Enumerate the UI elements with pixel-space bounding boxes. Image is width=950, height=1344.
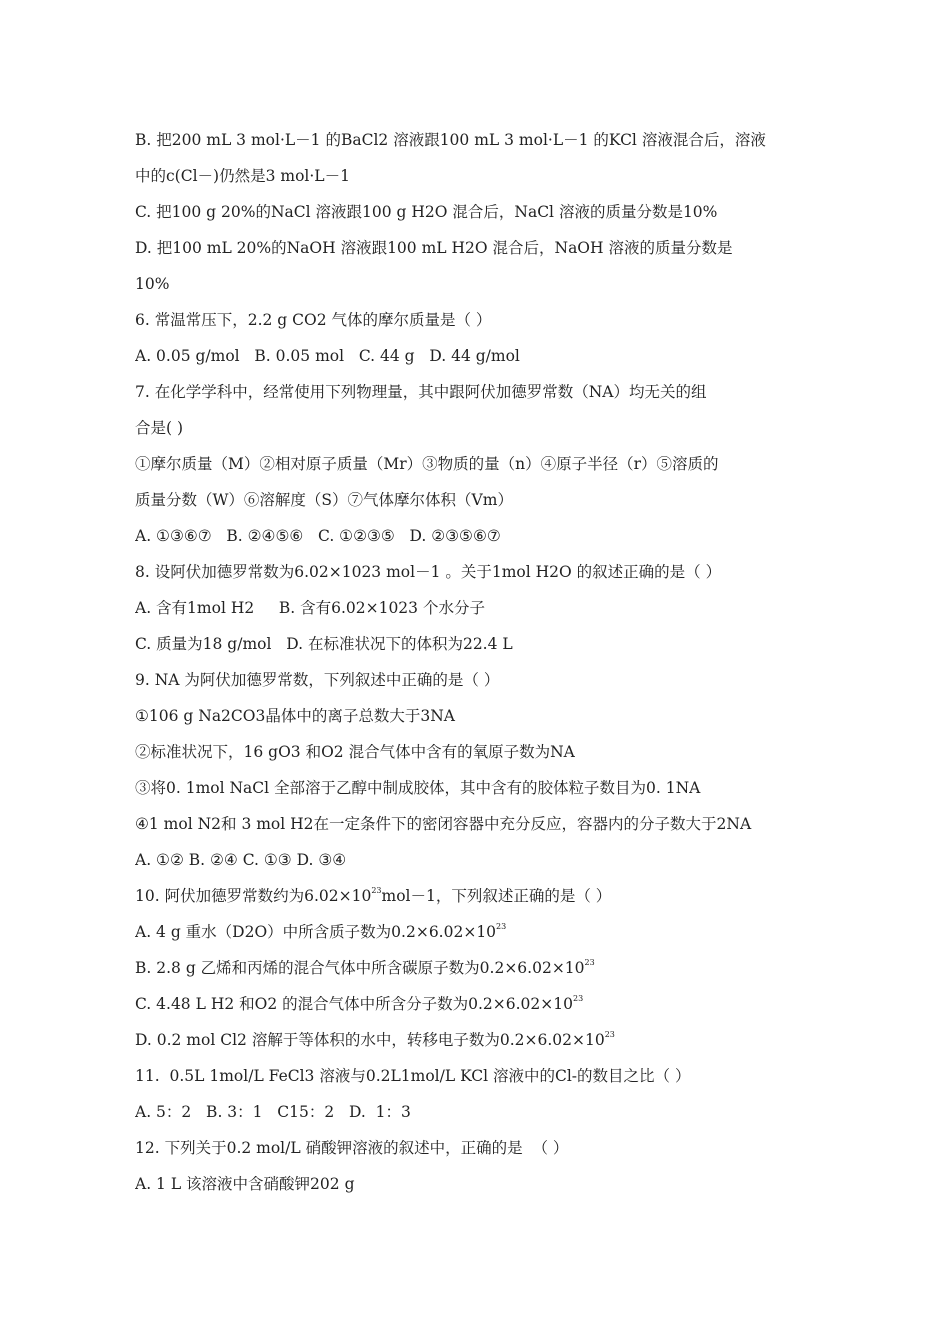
q9-item-4: ④1 mol N2和 3 mol H2在一定条件下的密闭容器中充分反应，容器内的分子数大于2NA xyxy=(135,815,752,833)
q9-item-1: ①106 g Na2CO3晶体中的离子总数大于3NA xyxy=(135,707,455,725)
q11-stem: 11. 0.5L 1mol/L FeCl3 溶液与0.2L1mol/L KCl 溶液中的Cl-的数目之比（ ） xyxy=(135,1067,691,1085)
q10-option-a xyxy=(135,914,815,950)
q12-stem: 12. 下列关于0.2 mol/L 硝酸钾溶液的叙述中，正确的是 （ ） xyxy=(135,1139,569,1157)
q12-option-a: A. 1 L 该溶液中含硝酸钾202 g xyxy=(135,1175,355,1193)
q6-options: A. 0.05 g/mol B. 0.05 mol C. 44 g D. 44 g/mol xyxy=(135,347,520,365)
q7-items-line1: ①摩尔质量（M）②相对原子质量（Mr）③物质的量（n）④原子半径（r）⑤溶质的 xyxy=(135,455,719,473)
q10-option-d xyxy=(135,1022,815,1058)
q5-option-b-line2: 中的c(Cl－)仍然是3 mol·L－1 xyxy=(135,167,350,185)
q8-stem: 8. 设阿伏加德罗常数为6.02×1023 mol－1 。关于1mol H2O 的叙述正确的是（ ） xyxy=(135,563,722,581)
q10-option-a-exponent: 23 xyxy=(496,922,507,931)
q10-option-b xyxy=(135,950,815,986)
q8-options-cd: C. 质量为18 g/mol D. 在标准状况下的体积为22.4 L xyxy=(135,635,513,653)
q8-options-ab: A. 含有1mol H2 B. 含有6.02×1023 个水分子 xyxy=(135,599,485,617)
q10-option-a-text: A. 4 g 重水（D2O）中所含质子数为0.2×6.02×10 xyxy=(135,923,497,941)
q10-option-d-exponent: 23 xyxy=(604,1030,615,1039)
q9-item-2: ②标准状况下，16 gO3 和O2 混合气体中含有的氧原子数为NA xyxy=(135,743,575,761)
document-body xyxy=(135,122,815,1202)
q7-stem-line1: 7. 在化学学科中，经常使用下列物理量，其中跟阿伏加德罗常数（NA）均无关的组 xyxy=(135,383,707,401)
q9-stem: 9. NA 为阿伏加德罗常数，下列叙述中正确的是（ ） xyxy=(135,671,500,689)
q11-options: A. 5：2 B. 3：1 C15：2 D. 1：3 xyxy=(135,1103,411,1121)
q10-option-c-exponent: 23 xyxy=(572,994,584,1003)
q10-stem-exponent: 23 xyxy=(371,886,382,895)
q10-option-c-text: C. 4.48 L H2 和O2 的混合气体中所含分子数为0.2×6.02×10 xyxy=(135,995,573,1013)
q5-option-d-line2: 10% xyxy=(135,275,170,293)
q7-items-line2: 质量分数（W）⑥溶解度（S）⑦气体摩尔体积（Vm） xyxy=(135,491,513,509)
q6-stem: 6. 常温常压下，2.2 g CO2 气体的摩尔质量是（ ） xyxy=(135,311,492,329)
q10-option-b-text: B. 2.8 g 乙烯和丙烯的混合气体中所含碳原子数为0.2×6.02×10 xyxy=(135,959,585,977)
q10-stem-tail: mol－1，下列叙述正确的是（ ） xyxy=(381,887,612,905)
q5-option-b-line1: B. 把200 mL 3 mol·L－1 的BaCl2 溶液跟100 mL 3 mol·L－1 的KCl 溶液混合后，溶液 xyxy=(135,131,766,149)
q7-stem-line2: 合是( ) xyxy=(135,419,184,437)
q5-option-c: C. 把100 g 20%的NaCl 溶液跟100 g H2O 混合后，NaCl 溶液的质量分数是10% xyxy=(135,203,718,221)
q7-options: A. ①③⑥⑦ B. ②④⑤⑥ C. ①②③⑤ D. ②③⑤⑥⑦ xyxy=(135,527,501,545)
q10-option-c xyxy=(135,986,815,1022)
q10-option-b-exponent: 23 xyxy=(584,958,595,967)
q10-stem xyxy=(135,878,815,914)
q10-option-d-text: D. 0.2 mol Cl2 溶解于等体积的水中，转移电子数为0.2×6.02×10 xyxy=(135,1031,605,1049)
q9-options: A. ①② B. ②④ C. ①③ D. ③④ xyxy=(135,851,347,869)
q5-option-d-line1: D. 把100 mL 20%的NaOH 溶液跟100 mL H2O 混合后，NaOH 溶液的质量分数是 xyxy=(135,239,733,257)
q10-stem-text: 10. 阿伏加德罗常数约为6.02×10 xyxy=(135,887,372,905)
q9-item-3: ③将0. 1mol NaCl 全部溶于乙醇中制成胶体，其中含有的胶体粒子数目为0. 1NA xyxy=(135,779,701,797)
